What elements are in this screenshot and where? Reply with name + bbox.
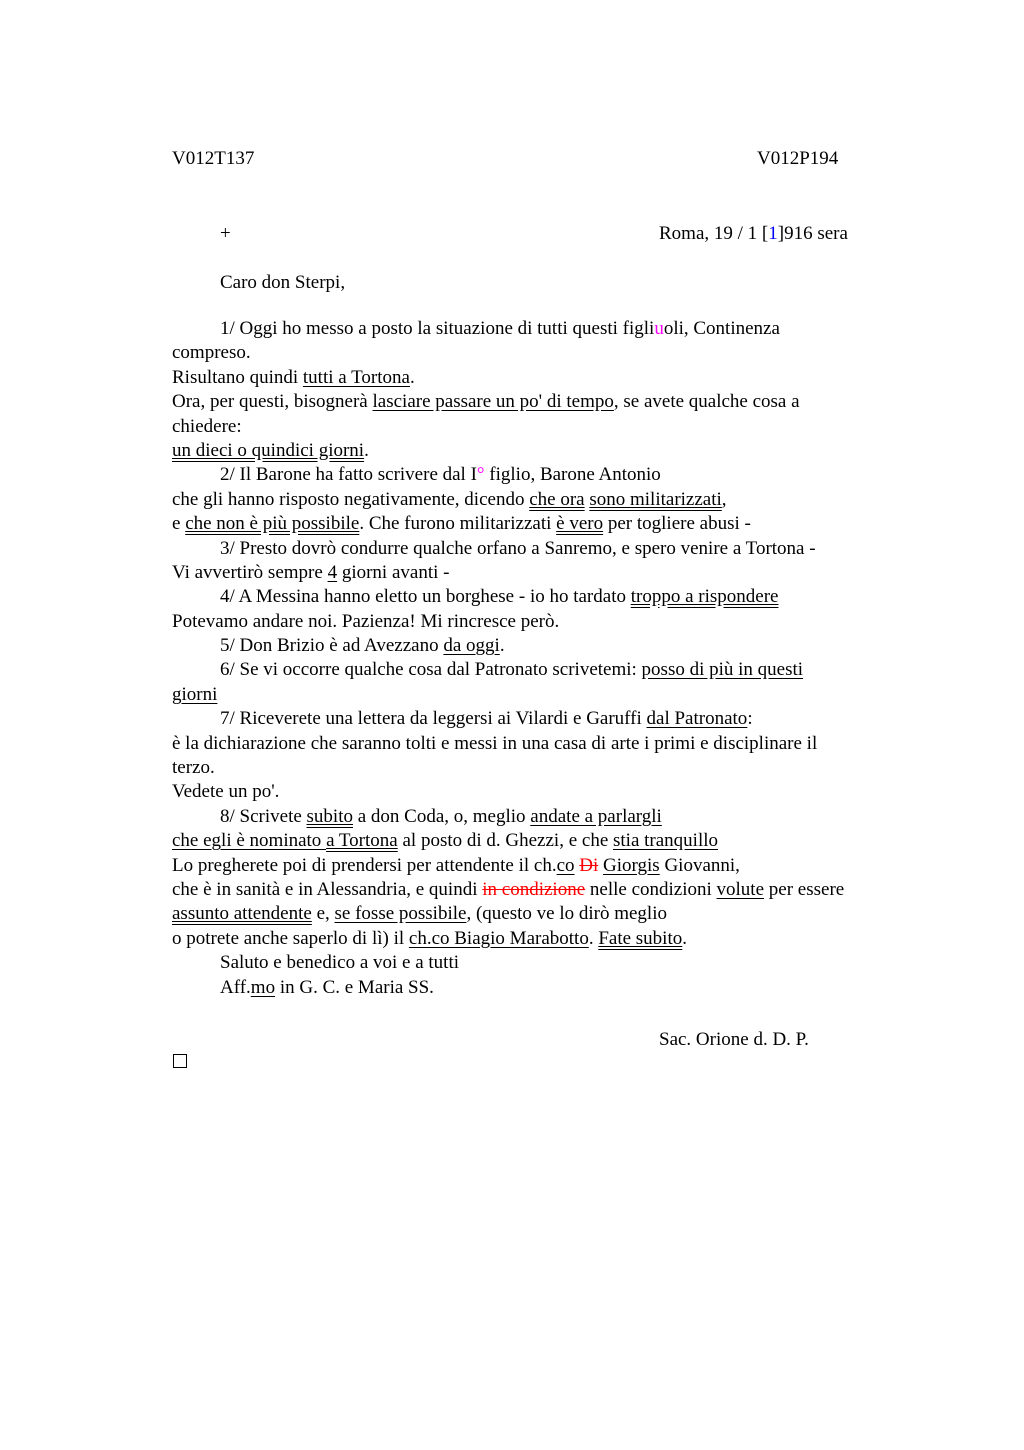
text-line: assunto attendente e, se fosse possibile, (questo ve lo dirò meglio <box>172 903 667 925</box>
insertion-mark: u <box>654 318 664 339</box>
text-line: 3/ Presto dovrò condurre qualche orfano a Sanremo, e spero venire a Tortona - <box>220 537 816 559</box>
header-right-code: V012P194 <box>757 148 839 169</box>
text-line: 6/ Se vi occorre qualche cosa dal Patronato scrivetemi: posso di più in questi <box>220 659 804 681</box>
text-line: un dieci o quindici giorni. <box>172 439 369 461</box>
closing-greeting: Saluto e benedico a voi e a tutti <box>220 952 460 974</box>
closing-affection: Aff.mo in G. C. e Maria SS. <box>220 976 434 998</box>
text-line: o potrete anche saperlo di lì) il ch.co Biagio Marabotto. Fate subito. <box>172 927 687 949</box>
deleted-text: Di <box>579 854 599 876</box>
text-line: è la dichiarazione che saranno tolti e messi in una casa di arte i primi e disciplinare il <box>172 732 818 754</box>
deleted-text: in condizione <box>482 878 586 900</box>
text-line: terzo. <box>172 757 215 779</box>
date-insertion: 1 <box>768 223 778 244</box>
text-line: chiedere: <box>172 415 242 437</box>
signature: Sac. Orione d. D. P. <box>659 1029 809 1050</box>
text-line: che è in sanità e in Alessandria, e quindi in condizione nelle condizioni volute per essere <box>172 878 845 900</box>
text-line: 2/ Il Barone ha fatto scrivere dal I° figlio, Barone Antonio <box>220 464 661 486</box>
text-line: Ora, per questi, bisognerà lasciare passare un po' di tempo, se avete qualche cosa a <box>172 391 800 413</box>
text-line: 4/ A Messina hanno eletto un borghese - io ho tardato troppo a rispondere <box>220 586 779 608</box>
text-line: compreso. <box>172 342 251 364</box>
text-line: Lo pregherete poi di prendersi per attendente il ch.co Di Giorgis Giovanni, <box>172 854 740 876</box>
text-line: Potevamo andare noi. Pazienza! Mi rincresce però. <box>172 610 560 632</box>
text-line: giorni <box>172 683 218 705</box>
salutation: Caro don Sterpi, <box>220 272 346 293</box>
text-line: 5/ Don Brizio è ad Avezzano da oggi. <box>220 635 505 657</box>
text-line: Vedete un po'. <box>172 781 280 803</box>
text-line: Vi avvertirò sempre 4 giorni avanti - <box>172 561 450 583</box>
cross-mark: + <box>220 223 231 244</box>
text-line: 8/ Scrivete subito a don Coda, o, meglio andate a parlargli <box>220 805 662 827</box>
end-box-symbol <box>173 1054 187 1068</box>
letter-date: Roma, 19 / 1 [1]916 sera <box>659 223 848 244</box>
text-line: 1/ Oggi ho messo a posto la situazione di tutti questi figliuoli, Continenza <box>220 318 780 339</box>
header-left-code: V012T137 <box>172 148 255 169</box>
text-line: Risultano quindi tutti a Tortona. <box>172 366 415 388</box>
text-line: 7/ Riceverete una lettera da leggersi ai Vilardi e Garuffi dal Patronato: <box>220 708 753 730</box>
text-line: e che non è più possibile. Che furono militarizzati è vero per togliere abusi - <box>172 513 751 535</box>
insertion-mark: ° <box>476 464 485 486</box>
text-line: che egli è nominato a Tortona al posto di d. Ghezzi, e che stia tranquillo <box>172 830 719 852</box>
letter-body <box>172 317 912 1000</box>
text-line: che gli hanno risposto negativamente, dicendo che ora sono militarizzati, <box>172 488 727 510</box>
